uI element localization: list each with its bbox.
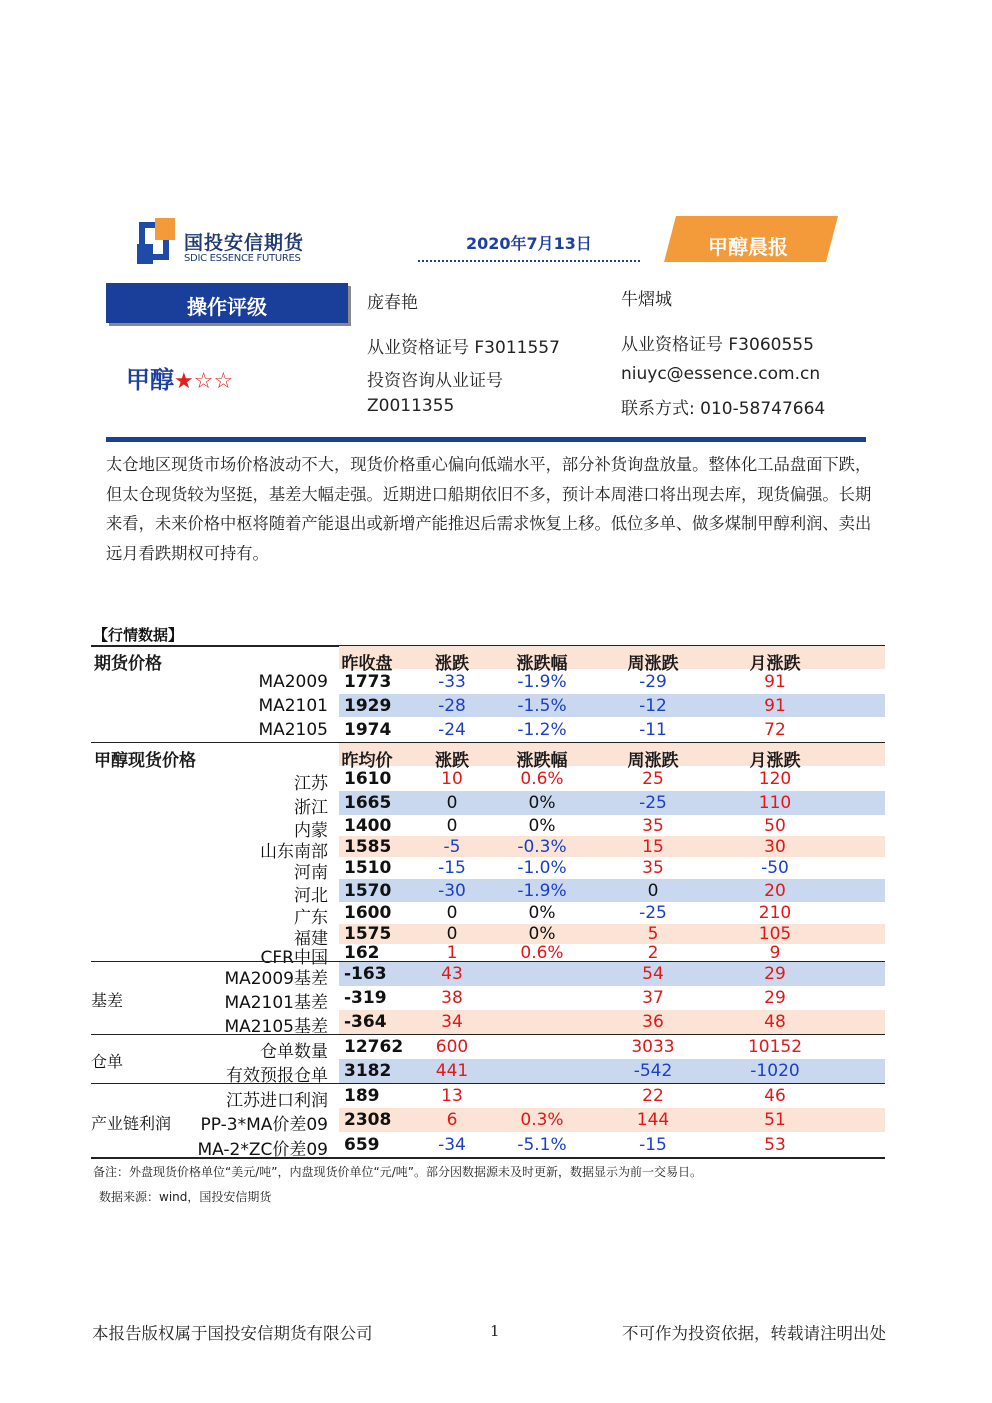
row-cell: 36: [642, 1012, 664, 1032]
row-label: 江苏: [294, 773, 328, 794]
logo-mark-icon: [137, 218, 175, 264]
header-cell: 涨跌幅: [516, 654, 568, 674]
row-cell: 50: [764, 815, 786, 836]
table-row: [91, 1133, 885, 1160]
row-label: 山东南部: [260, 841, 328, 862]
row-value: 659: [344, 1135, 380, 1155]
table-row: [91, 942, 885, 968]
row-cell: 29: [764, 988, 786, 1008]
author1-consult-label: 投资咨询从业证号: [367, 371, 503, 391]
section-divider: [106, 437, 866, 442]
row-cell: -1.5%: [517, 695, 567, 716]
row-label: 福建: [294, 929, 328, 949]
row-value: 1773: [344, 671, 392, 692]
row-cell: 0%: [528, 924, 556, 944]
row-cell: 5: [647, 924, 659, 944]
row-cell: 37: [642, 988, 664, 1008]
row-cell: -28: [438, 695, 466, 716]
row-label: MA2009: [258, 671, 328, 692]
row-cell: 0: [446, 815, 458, 836]
row-cell: 0.6%: [520, 768, 564, 789]
row-value: 1575: [344, 924, 392, 944]
row-cell: 0: [446, 903, 458, 923]
author2-name: 牛熠城: [621, 290, 672, 310]
row-cell: 600: [435, 1037, 469, 1057]
group-label: 仓单: [91, 1052, 124, 1071]
header-cell-section: 期货价格: [94, 654, 162, 674]
logo-name-cn: 国投安信期货: [184, 232, 305, 254]
row-cell: 35: [642, 858, 664, 878]
row-cell: 38: [441, 988, 463, 1008]
row-cell: -0.3%: [517, 836, 567, 857]
table-note: 备注：外盘现货价格单位“美元/吨”，内盘现货价单位“元/吨”。部分因数据源未及时更新，数据显示为前一交易日。: [93, 1165, 702, 1179]
row-cell: -30: [438, 880, 466, 901]
row-cell: -15: [639, 1135, 667, 1155]
report-tag: 甲醇晨报: [708, 235, 788, 259]
author2-cert: 从业资格证号 F3060555: [621, 335, 814, 355]
row-label: MA2101: [258, 695, 328, 716]
row-value: 1570: [344, 880, 392, 901]
table-row: [91, 962, 885, 989]
table-row: [91, 1084, 885, 1111]
table-row: [91, 1108, 885, 1135]
row-cell: 54: [642, 964, 664, 984]
table-row: [91, 1059, 885, 1086]
row-cell: 105: [758, 924, 792, 944]
row-cell: 15: [642, 836, 664, 857]
row-label: PP-3*MA价差09: [200, 1115, 328, 1135]
row-cell: -1020: [750, 1061, 800, 1081]
row-cell: 53: [764, 1135, 786, 1155]
row-cell: 91: [764, 671, 786, 692]
row-cell: -11: [639, 719, 667, 740]
group-label: 产业链利润: [91, 1113, 172, 1133]
row-cell: -50: [761, 858, 789, 878]
author2-email[interactable]: niuyc@essence.com.cn: [621, 364, 821, 384]
row-value: 1400: [344, 815, 392, 836]
row-cell: 34: [441, 1012, 463, 1032]
table-row: [91, 902, 885, 928]
row-cell: 2: [647, 942, 659, 963]
row-cell: -29: [639, 671, 667, 692]
table-row: [91, 836, 885, 862]
header-cell: 周涨跌: [627, 654, 679, 674]
market-summary: 太仓地区现货市场价格波动不大，现货价格重心偏向低端水平，部分补货询盘放量。整体化工品盘面下跌，但太仓现货较为坚挺，基差大幅走强。近期进口船期依旧不多，预计本周港口将出现去库，现货偏强。长期来看，未来价格中枢将随着产能退出或新增产能推迟后需求恢复上移。低位多单、做多煤制甲醇利润、卖出远月看跌期权可持有。: [106, 455, 872, 563]
table-row: [91, 857, 885, 883]
row-label: MA2105基差: [224, 1017, 328, 1037]
row-cell: 29: [764, 964, 786, 984]
row-value: 1610: [344, 768, 392, 789]
row-cell: 48: [764, 1012, 786, 1032]
row-label: 仓单数量: [260, 1042, 328, 1062]
table-row: [91, 694, 885, 717]
row-cell: -1.9%: [517, 671, 567, 692]
row-label: 内蒙: [294, 820, 328, 841]
header-cell: 涨跌: [435, 654, 469, 674]
author1-consult-no: Z0011355: [367, 396, 455, 416]
row-cell: 1: [446, 942, 458, 963]
row-cell: 0: [647, 880, 659, 901]
company-logo: [137, 218, 305, 268]
header-cell: 周涨跌: [627, 751, 679, 771]
data-source: 数据来源：wind，国投安信期货: [99, 1190, 272, 1204]
date-underline: [418, 260, 640, 262]
row-cell: 441: [435, 1061, 469, 1081]
row-value: -319: [344, 988, 387, 1008]
row-cell: 0.3%: [520, 1110, 564, 1130]
row-cell: 30: [764, 836, 786, 857]
row-label: 江苏进口利润: [226, 1091, 328, 1111]
logo-name-en: SDIC ESSENCE FUTURES: [184, 253, 301, 264]
row-cell: -33: [438, 671, 466, 692]
author1-cert: 从业资格证号 F3011557: [367, 338, 560, 358]
table-row: [91, 1035, 885, 1062]
row-cell: -25: [639, 903, 667, 923]
author2-phone: 联系方式: 010-58747664: [621, 399, 826, 419]
row-cell: -25: [639, 793, 667, 813]
row-cell: -5.1%: [517, 1135, 567, 1155]
row-cell: 0%: [528, 903, 556, 923]
row-value: 1929: [344, 695, 392, 716]
table-row: [91, 767, 885, 794]
table-row: [91, 718, 885, 741]
row-value: -364: [344, 1012, 387, 1032]
row-cell: 13: [441, 1086, 463, 1106]
row-value: 1974: [344, 719, 392, 740]
report-tag-badge: [664, 216, 838, 262]
table-header-row: [91, 743, 885, 771]
row-label: MA2101基差: [224, 993, 328, 1013]
rating-stars: ★☆☆: [174, 369, 234, 394]
row-cell: -1.2%: [517, 719, 567, 740]
row-cell: -542: [633, 1061, 673, 1081]
row-cell: 43: [441, 964, 463, 984]
page-number: 1: [490, 1322, 500, 1340]
row-value: 1665: [344, 793, 392, 813]
row-cell: 72: [764, 719, 786, 740]
rating-label-box: 操作评级: [106, 283, 348, 323]
table-header-row: [91, 646, 885, 674]
row-cell: 46: [764, 1086, 786, 1106]
row-cell: 10152: [747, 1037, 803, 1057]
row-value: 3182: [344, 1061, 392, 1081]
report-date: 2020年7月13日: [466, 234, 592, 253]
row-cell: -5: [443, 836, 461, 857]
row-cell: 120: [758, 768, 792, 789]
header-cell: 月涨跌: [749, 654, 801, 674]
row-label: 有效预报仓单: [226, 1066, 328, 1086]
rating-line: [126, 360, 233, 395]
header-cell: 昨均价: [341, 751, 393, 771]
row-cell: -24: [438, 719, 466, 740]
row-value: 162: [344, 942, 380, 963]
rating-product: 甲醇: [126, 366, 174, 394]
header-cell: 涨跌幅: [516, 751, 568, 771]
row-value: 1600: [344, 903, 392, 923]
row-value: 12762: [344, 1037, 404, 1057]
row-cell: 10: [441, 768, 463, 789]
row-cell: -34: [438, 1135, 466, 1155]
row-cell: -15: [438, 858, 466, 878]
row-cell: 51: [764, 1110, 786, 1130]
row-label: MA2105: [258, 719, 328, 740]
row-cell: 3033: [631, 1037, 675, 1057]
row-value: -163: [344, 964, 387, 984]
row-cell: 110: [758, 793, 792, 813]
table-row: [91, 1010, 885, 1037]
row-cell: 210: [758, 903, 792, 923]
row-value: 2308: [344, 1110, 392, 1130]
row-cell: -1.0%: [517, 858, 567, 878]
row-cell: 35: [642, 815, 664, 836]
table-row: [91, 791, 885, 818]
table-rule: [91, 1157, 885, 1159]
row-cell: 0%: [528, 793, 556, 813]
author1-name: 庞春艳: [367, 293, 418, 313]
row-label: MA-2*ZC价差09: [197, 1140, 328, 1160]
row-label: 浙江: [294, 798, 328, 818]
footer-disclaimer: 不可作为投资依据，转载请注明出处: [622, 1324, 886, 1343]
row-label: 河南: [294, 863, 328, 883]
row-cell: 0%: [528, 815, 556, 836]
group-label: 基差: [91, 991, 124, 1010]
row-label: 广东: [294, 908, 328, 928]
table-row: [91, 670, 885, 693]
row-cell: 0: [446, 924, 458, 944]
table-row: [91, 815, 885, 841]
row-cell: 144: [636, 1110, 670, 1130]
table-row: [91, 924, 885, 949]
row-cell: 25: [642, 768, 664, 789]
header-cell: 涨跌: [435, 751, 469, 771]
table-row: [91, 879, 885, 906]
row-cell: 0.6%: [520, 942, 564, 963]
row-cell: 6: [446, 1110, 458, 1130]
row-value: 189: [344, 1086, 380, 1106]
header-cell-section: 甲醇现货价格: [94, 751, 196, 771]
header-cell: 月涨跌: [749, 751, 801, 771]
row-cell: 20: [764, 880, 786, 901]
row-label: MA2009基差: [224, 969, 328, 989]
row-cell: 91: [764, 695, 786, 716]
row-label: 河北: [294, 885, 328, 906]
footer-copyright: 本报告版权属于国投安信期货有限公司: [92, 1324, 373, 1343]
row-cell: 9: [769, 942, 781, 963]
row-label: CFR中国: [260, 947, 328, 968]
row-value: 1510: [344, 858, 392, 878]
row-value: 1585: [344, 836, 392, 857]
row-cell: -12: [639, 695, 667, 716]
header-cell: 昨收盘: [341, 654, 393, 674]
table-title: 【行情数据】: [93, 626, 184, 644]
row-cell: 22: [642, 1086, 664, 1106]
table-row: [91, 986, 885, 1013]
row-cell: 0: [446, 793, 458, 813]
row-cell: -1.9%: [517, 880, 567, 901]
